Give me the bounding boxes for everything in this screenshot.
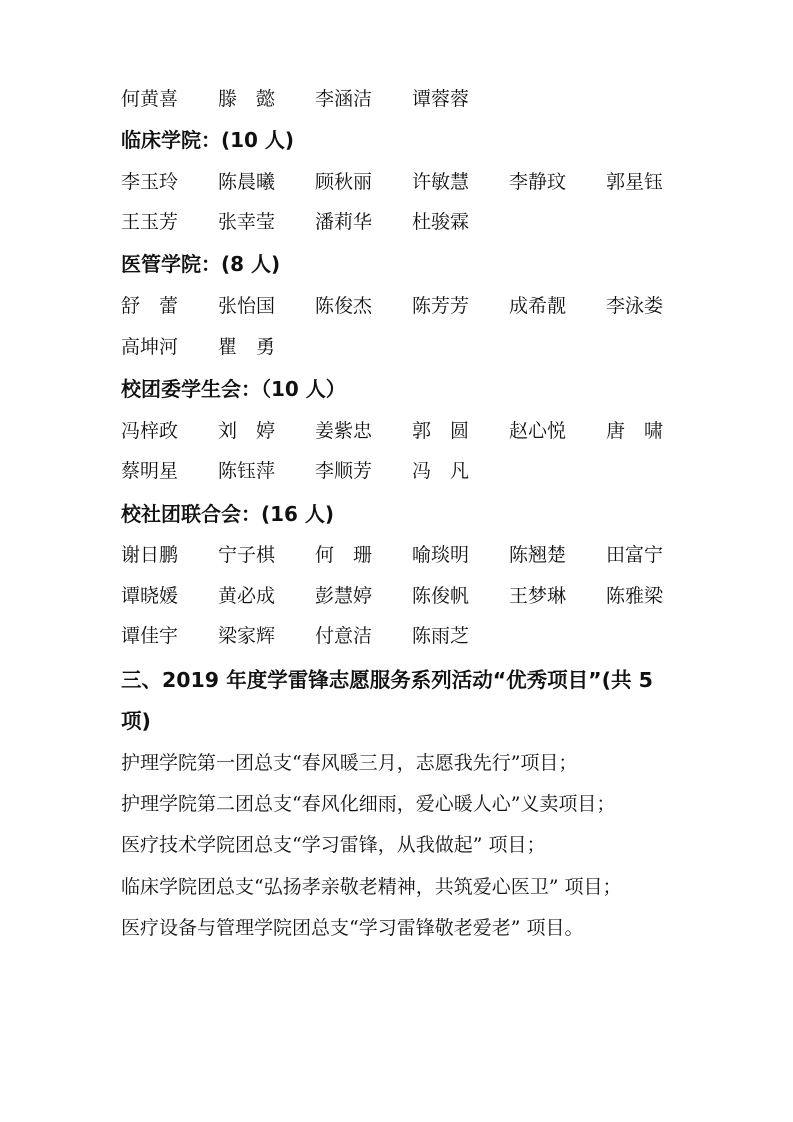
person-name: 郭 圆: [412, 420, 470, 442]
person-name: 陈晨曦: [218, 171, 276, 193]
group-heading-clinical: 临床学院：(10 人): [121, 128, 295, 152]
person-name: 陈俊帆: [412, 585, 470, 607]
project-item: 医疗设备与管理学院团总支“学习雷锋敬老爱老” 项目。: [121, 917, 584, 939]
person-name: 梁家辉: [218, 625, 276, 647]
name-row: [121, 291, 753, 321]
person-name: 滕 懿: [218, 88, 276, 110]
person-name: 何黄喜: [121, 88, 179, 110]
person-name: 李泳娄: [606, 295, 664, 317]
person-name: 谭佳宇: [121, 625, 179, 647]
person-name: 王梦琳: [509, 585, 567, 607]
project-item: 医疗技术学院团总支“学习雷锋，从我做起” 项目；: [121, 834, 546, 856]
name-row: [121, 332, 753, 362]
person-name: 许敏慧: [412, 171, 470, 193]
person-name: 李静玟: [509, 171, 567, 193]
person-name: 张怡国: [218, 295, 276, 317]
name-row: [121, 621, 753, 651]
project-item: 护理学院第二团总支“春风化细雨，爱心暖人心”义卖项目；: [121, 793, 616, 815]
person-name: 宁子棋: [218, 544, 276, 566]
person-name: 何 珊: [315, 544, 373, 566]
person-name: 赵心悦: [509, 420, 567, 442]
person-name: 陈雅梁: [606, 585, 664, 607]
person-name: 冯 凡: [412, 460, 470, 482]
name-row: [121, 84, 753, 114]
person-name: 冯梓政: [121, 420, 179, 442]
person-name: 潘莉华: [315, 211, 373, 233]
section-title-continuation: 项): [121, 709, 151, 733]
person-name: 陈俊杰: [315, 295, 373, 317]
person-name: 彭慧婷: [315, 585, 373, 607]
person-name: 张幸莹: [218, 211, 276, 233]
person-name: 陈翘楚: [509, 544, 567, 566]
person-name: 李玉玲: [121, 171, 179, 193]
person-name: 李顺芳: [315, 460, 373, 482]
person-name: 陈钰萍: [218, 460, 276, 482]
group-heading-student-union: 校团委学生会：（10 人）: [121, 377, 346, 401]
group-heading-medical-management: 医管学院：(8 人): [121, 252, 281, 276]
person-name: 陈芳芳: [412, 295, 470, 317]
name-row: [121, 207, 753, 237]
person-name: 高坤河: [121, 336, 179, 358]
person-name: 舒 蕾: [121, 295, 179, 317]
person-name: 蔡明星: [121, 460, 179, 482]
person-name: 姜紫忠: [315, 420, 373, 442]
person-name: 喻琰明: [412, 544, 470, 566]
person-name: 郭星钰: [606, 171, 664, 193]
project-item: 护理学院第一团总支“春风暖三月，志愿我先行”项目；: [121, 752, 578, 774]
person-name: 付意洁: [315, 625, 373, 647]
person-name: 王玉芳: [121, 211, 179, 233]
person-name: 谭晓媛: [121, 585, 179, 607]
name-row: [121, 456, 753, 486]
person-name: 黄必成: [218, 585, 276, 607]
name-row: [121, 167, 753, 197]
person-name: 瞿 勇: [218, 336, 276, 358]
name-row: [121, 581, 753, 611]
person-name: 成希靓: [509, 295, 567, 317]
person-name: 陈雨芝: [412, 625, 470, 647]
name-row: [121, 416, 753, 446]
person-name: 唐 啸: [606, 420, 664, 442]
section-title: 三、2019 年度学雷锋志愿服务系列活动“优秀项目”(共 5: [121, 668, 653, 692]
person-name: 刘 婷: [218, 420, 276, 442]
group-heading-club-federation: 校社团联合会：(16 人): [121, 502, 335, 526]
name-row: [121, 540, 753, 570]
person-name: 李涵洁: [315, 88, 373, 110]
person-name: 杜骏霖: [412, 211, 470, 233]
person-name: 谭蓉蓉: [412, 88, 470, 110]
person-name: 谢日鹏: [121, 544, 179, 566]
person-name: 田富宁: [606, 544, 664, 566]
project-item: 临床学院团总支“弘扬孝亲敬老精神，共筑爱心医卫” 项目；: [121, 876, 622, 898]
person-name: 顾秋丽: [315, 171, 373, 193]
